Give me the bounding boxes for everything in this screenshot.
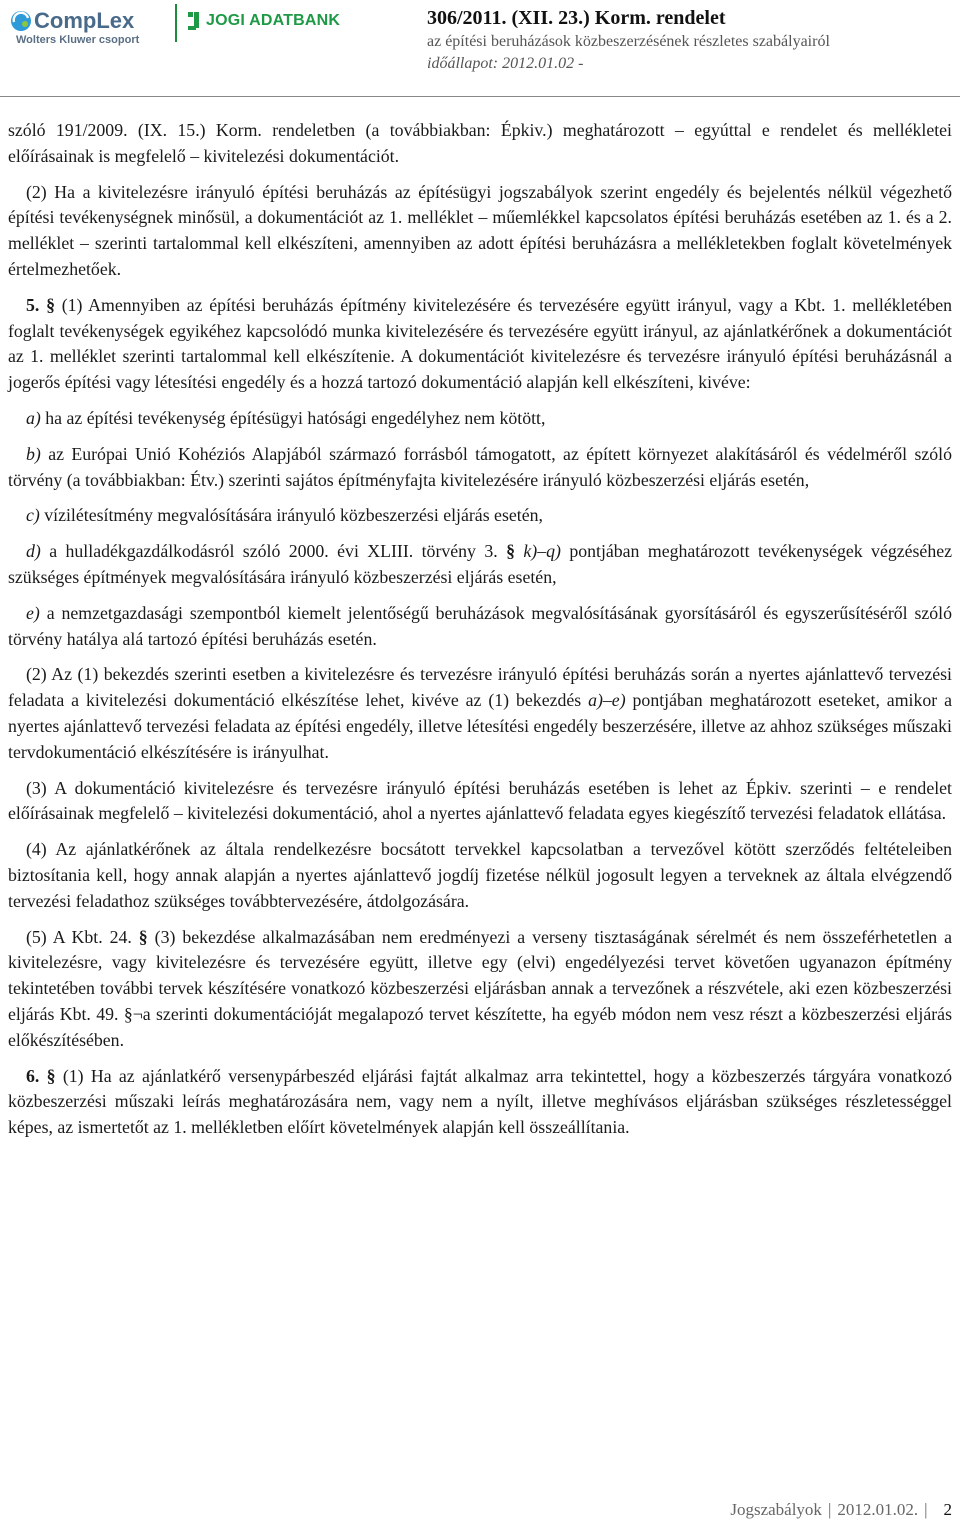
- logo-divider: [175, 4, 177, 42]
- list-item: b) az Európai Unió Kohéziós Alapjából származó forrásból támogatott, az épített környezet alakításáról és védelméről szóló törvény (a továbbiakban: Étv.) szerinti sajátos építményfajta kivitelezésére irányuló közbeszerzési eljárás esetén,: [8, 443, 952, 490]
- paragraph: (3) A dokumentáció kivitelezésre és tervezésre irányuló építési beruházás esetében is lehet az Épkiv. szerinti – e rendelet előírásainak megfelelő – kivitelezési dokumentáció, ahol a nyertes ajánlattevő feladata egyes kiegészítő tervezési feladatok ellátása.: [8, 777, 952, 824]
- paragraph: szóló 191/2009. (IX. 15.) Korm. rendeletben (a továbbiakban: Épkiv.) meghatározott – egyúttal e rendelet és mellékletei előírásainak is megfelelő – kivitelezési dokumentációt.: [8, 120, 952, 166]
- complex-logo: [8, 6, 158, 50]
- complex-name: CompLex: [34, 8, 135, 33]
- paragraph: (4) Az ajánlatkérőnek az általa rendelkezésre bocsátott tervekkel kapcsolatban a tervezővel kötött szerződés feltételeiben biztosítania kell, hogy annak alapján a nyertes ajánlattevő jogdíj fizetése nélkül jogosult legyen a terveknek az általa elvégzendő tervezési feladathoz szükséges továbbtervezésére, átdolgozására.: [8, 839, 952, 911]
- list-item: c) vízilétesítmény megvalósítására irányuló közbeszerzési eljárás esetén,: [26, 505, 543, 526]
- section-6: 6. § (1) Ha az ajánlatkérő versenypárbeszéd eljárási fajtát alkalmaz arra tekintettel, hogy a közbeszerzés tárgyára vonatkozó közbeszerzési műszaki leírás meghatározására nem, vagy nem a nyílt, illetve meghívásos eljárásban szükséges részletességgel képes, az ismertetőt az 1. mellékletben előírt követelmények alapján kell összeállítania.: [8, 1065, 952, 1138]
- complex-tagline: Wolters Kluwer csoport: [16, 34, 140, 46]
- page-header: [0, 0, 960, 98]
- footer-separator: |: [827, 1500, 832, 1519]
- section-5: 5. § (1) Amennyiben az építési beruházás építmény kivitelezésére és tervezésére együtt irányul, vagy a Kbt. 1. mellékletében foglalt tevékenységek egyikéhez kapcsolódó munka kivitelezésére és tervezésére együtt irányul, az ajánlatkérőnek a dokumentációt az 1. melléklet szerinti tartalommal kell elkészítenie. A dokumentációt kivitelezésre és tervezésre irányuló építési beruházásnál a jogerős építési vagy létesítési engedély és a hozzá tartozó dokumentáció alapján kell elkészíteni, kivéve:: [8, 294, 952, 393]
- list-item: e) a nemzetgazdasági szempontból kiemelt jelentőségű beruházások megvalósításának gyorsításáról és egyszerűsítéséről szóló törvény hatálya alá tartozó építési beruházás esetén.: [8, 602, 952, 649]
- jogi-logo-icon: [188, 12, 202, 32]
- footer-separator: |: [924, 1500, 928, 1519]
- footer-label: Jogszabályok: [730, 1500, 822, 1519]
- list-item: a) ha az építési tevékenység építésügyi hatósági engedélyhez nem kötött,: [26, 407, 546, 428]
- section-sign: §: [46, 294, 55, 315]
- section-number: 5.: [26, 294, 40, 315]
- section-sign: §: [46, 1065, 56, 1086]
- list-item: d) a hulladékgazdálkodásról szóló 2000. évi XLIII. törvény 3. § k)–q) pontjában meghatározott tevékenységek végzéséhez szükséges építmények megvalósítására irányuló közbeszerzési eljárás esetén,: [8, 541, 952, 587]
- document-header: [427, 6, 957, 75]
- header-rule: [0, 96, 960, 97]
- document-body: [8, 118, 952, 1141]
- paragraph: (5) A Kbt. 24. § (3) bekezdése alkalmazásában nem eredményezi a verseny tisztaságának sérelmét és nem összeférhetetlen a kivitelezésre, vagy kivitelezésre és tervezésére együtt, illetve egy (elvi) engedélyezési tervet követően ugyanazon építmény tekintetében további tervek készítésére vonatkozó közbeszerzési eljárásban annak a tervezőnek a részvétele, aki ezen közbeszerzési eljárás Kbt. 49. §¬a szerinti dokumentációját megalapozó tervet készítette, ha egyéb módon nem vesz részt a közbeszerzési eljárás előkészítésében.: [8, 926, 952, 1050]
- page-number: 2: [943, 1500, 952, 1519]
- paragraph: (2) Az (1) bekezdés szerinti esetben a kivitelezésre és tervezésre irányuló építési beruházás során a nyertes ajánlattevő tervezési feladata a kivitelezési dokumentáció elkészítése lehet, kivéve az (1) bekezdés a)–e) pontjában meghatározott eseteket, amikor a nyertes ajánlattevő tervezési feladata az építési engedély, illetve létesítési engedély beszerzésére, illetve az ahhoz szükséges műszaki tervdokumentáció elkészítésére is irányulhat.: [8, 664, 952, 762]
- footer-date: 2012.01.02.: [837, 1500, 919, 1519]
- page-footer: [730, 1500, 952, 1520]
- paragraph: (2) Ha a kivitelezésre irányuló építési beruházás az építésügyi jogszabályok szerint engedély és bejelentés nélkül végezhető építési tevékenységnek minősül, a dokumentációt az 1. melléklet – műemlékkel kapcsolatos építési beruházás esetében az 1. és a 2. melléklet – szerinti tartalommal kell elkészíteni, amennyiben az adott építési beruházásra a mellékletekben foglalt követelmények értelmezhetőek.: [8, 181, 952, 279]
- document-title: 306/2011. (XII. 23.) Korm. rendelet: [427, 7, 726, 29]
- complex-logo-icon: [10, 10, 32, 32]
- section-number: 6.: [26, 1065, 40, 1086]
- document-subtitle: az építési beruházások közbeszerzésének részletes szabályairól: [427, 33, 830, 50]
- document-date: időállapot: 2012.01.02 -: [427, 55, 584, 72]
- jogi-adatbank-name: JOGI ADATBANK: [206, 12, 341, 29]
